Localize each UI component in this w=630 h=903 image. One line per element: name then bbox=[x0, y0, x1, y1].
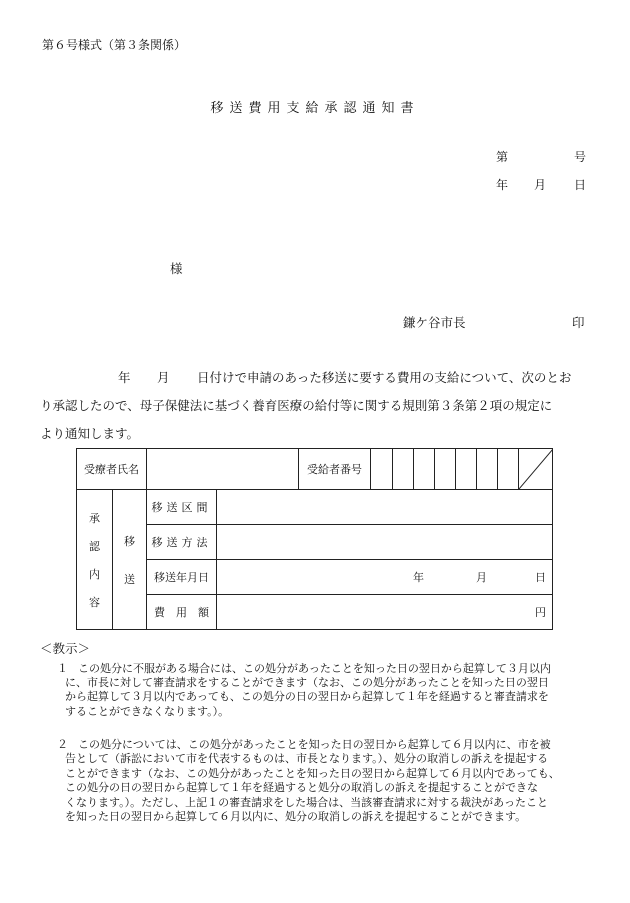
recipient-number-digit[interactable] bbox=[498, 449, 519, 490]
recipient-name-field[interactable] bbox=[147, 449, 299, 490]
note-2-line: を知った日の翌日から起算して６月以内に、処分の取消しの訴えを提起することができます。 bbox=[65, 810, 527, 823]
note-1-line: この処分に不服がある場合には、この処分があったことを知った日の翌日から起算して３月以内 bbox=[78, 662, 551, 675]
recipient-number-label: 受給者番号 bbox=[299, 449, 371, 490]
route-label: 移送区間 bbox=[147, 490, 217, 525]
recipient-number-digit[interactable] bbox=[371, 449, 393, 490]
transport-label-char: 移 bbox=[124, 534, 135, 548]
approval-content-label bbox=[77, 490, 113, 630]
approval-label-char: 承 bbox=[89, 511, 100, 525]
transport-date-day: 日 bbox=[535, 571, 546, 584]
approval-label-char: 内 bbox=[89, 567, 100, 581]
transport-date-field[interactable] bbox=[217, 560, 553, 595]
cost-label: 費 用 額 bbox=[147, 595, 217, 630]
notes-heading: ＜教示＞ bbox=[40, 641, 91, 656]
date-day: 日 bbox=[574, 178, 587, 192]
form-number: 第６号様式（第３条関係） bbox=[42, 38, 187, 52]
recipient-number-digit[interactable] bbox=[435, 449, 456, 490]
transport-date-year: 年 bbox=[413, 571, 424, 584]
transport-date-label: 移送年月日 bbox=[147, 560, 217, 595]
date-month: 月 bbox=[534, 178, 547, 192]
transport-label-char: 送 bbox=[124, 572, 135, 586]
approval-label-char: 認 bbox=[89, 539, 100, 553]
recipient-number-digit[interactable] bbox=[393, 449, 414, 490]
recipient-name-label: 受療者氏名 bbox=[77, 449, 147, 490]
body-line2: り承認したので、母子保健法に基づく養育医療の給付等に関する規則第３条第２項の規定に bbox=[40, 398, 553, 413]
issuer-name: 鎌ケ谷市長 bbox=[403, 315, 466, 330]
recipient-number-digit[interactable] bbox=[477, 449, 498, 490]
method-label: 移送方法 bbox=[147, 525, 217, 560]
addressee-suffix: 様 bbox=[170, 261, 183, 276]
approval-label-char: 容 bbox=[89, 595, 100, 609]
note-1-number: １ bbox=[57, 662, 68, 675]
body-line1-month: 月 bbox=[157, 370, 170, 385]
seal-mark: 印 bbox=[572, 315, 585, 330]
note-1-line: に、市長に対して審査請求をすることができます（なお、この処分があったことを知った日の翌日 bbox=[65, 676, 549, 689]
recipient-number-digit[interactable] bbox=[414, 449, 435, 490]
body-line1-text: 日付けで申請のあった移送に要する費用の支給について、次のとお bbox=[197, 370, 572, 385]
date-year: 年 bbox=[496, 178, 509, 192]
note-2-line: 告として（訴訟において市を代表するものは、市長となります。）、処分の取消しの訴えを提起する bbox=[65, 752, 549, 765]
method-field[interactable] bbox=[217, 525, 553, 560]
recipient-number-digit[interactable] bbox=[456, 449, 477, 490]
note-2-line: ことができます（なお、この処分があったことを知った日の翌日から起算して６月以内であっても、 bbox=[65, 767, 560, 780]
approval-table bbox=[76, 448, 553, 630]
diagonal-slash bbox=[519, 449, 553, 489]
route-field[interactable] bbox=[217, 490, 553, 525]
body-line1-year: 年 bbox=[118, 370, 131, 385]
note-2-number: ２ bbox=[57, 738, 68, 751]
transport-label bbox=[113, 490, 147, 630]
note-2-line: この処分については、この処分があったことを知った日の翌日から起算して６月以内に、市を被 bbox=[78, 738, 551, 751]
note-2-line: くなります。）。ただし、上記１の審査請求をした場合は、当該審査請求に対する裁決があったこと bbox=[65, 796, 549, 809]
cost-field[interactable] bbox=[217, 595, 553, 630]
note-1-line: から起算して３月以内であっても、この処分の日の翌日から起算して１年を経過すると審査請求を bbox=[65, 690, 549, 703]
note-2-line: この処分の日の翌日から起算して１年を経過すると処分の取消しの訴えを提起することができな bbox=[65, 781, 538, 794]
body-line3: より通知します。 bbox=[40, 426, 140, 441]
diagonal-cell bbox=[519, 449, 553, 490]
document-number-dai: 第 bbox=[496, 150, 509, 164]
cost-unit: 円 bbox=[535, 606, 546, 619]
note-1-line: することができなくなります。）。 bbox=[65, 705, 230, 718]
transport-date-month: 月 bbox=[476, 571, 487, 584]
document-number-go: 号 bbox=[574, 150, 587, 164]
document-title: 移送費用支給承認通知書 bbox=[210, 101, 420, 116]
